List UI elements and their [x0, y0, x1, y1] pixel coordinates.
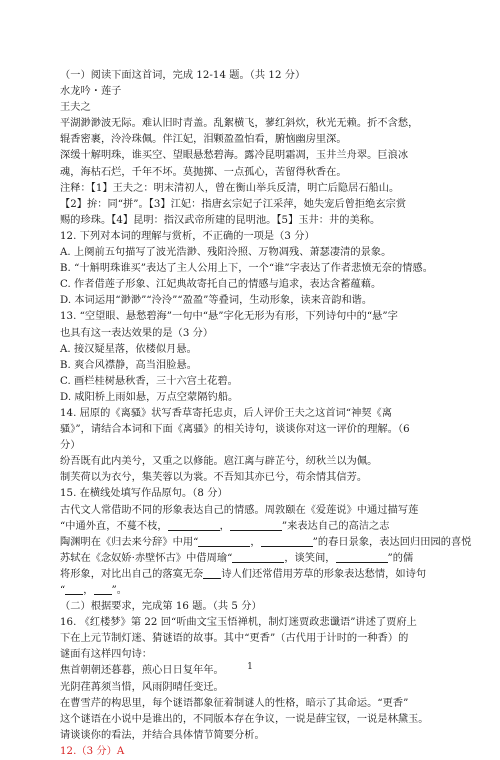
question-line: 在曹雪芹的构思里，每个谜语都象征着制谜人的性格，暗示了其命运。“更香”	[60, 697, 409, 709]
question-line: 谜面有这样四句诗：	[60, 649, 153, 661]
poem-line: 平湖渺渺波无际。难认旧时青盖。乱絮横飞，蓼红斜炊，秋光无赖。折不含愁，	[60, 118, 419, 130]
question-line: 也具有这一表达效果的是（3 分）	[60, 327, 214, 339]
fill-blank-line	[60, 567, 452, 583]
question-15: 15. 在横线处填写作品原句。（8 分）	[60, 488, 228, 500]
text-segment: 苏轼在《念奴娇·赤壁怀古》中借周瑜“	[60, 552, 233, 564]
poem-line: 深缓十解明珠，谁买空、望眼悬愁碧海。露冷昆明霜凋，玉井兰舟翠。巨浪冰	[60, 150, 409, 162]
section-heading: （一）阅读下面这首词，完成 12-14 题。（共 12 分）	[60, 70, 306, 81]
answer-blank[interactable]	[65, 583, 83, 595]
answer-blank[interactable]	[168, 519, 220, 531]
answer-blank[interactable]	[230, 519, 282, 531]
text-segment: ，谈笑间，	[284, 552, 336, 564]
option-line: D. 咸阳桥上雨如悬，万点空蒙隔钓船。	[60, 391, 239, 403]
question-13: 13. “空望眼、悬愁碧海”一句中“悬”字化无形为有形，下列诗句中的“悬”字	[60, 311, 398, 323]
text-segment: ，	[250, 536, 261, 548]
question-14: 14. 屈原的《离骚》状写香草寄托忠贞，后人评价王夫之这首词“神契《离	[60, 407, 393, 419]
annotation-line: 赐的珍珠。【4】昆明：指汉武帝所建的昆明池。【5】玉井：井的美称。	[60, 214, 381, 226]
option-line: C. 画栏桂树悬秋香，三十六宫土花碧。	[60, 375, 238, 387]
text-segment: “中通外直，不蔓不枝，	[60, 520, 168, 532]
question-line: 下在上元节制灯迷、猜谜语的故事。其中“更香”（古代用于计时的一种香）的	[60, 633, 409, 645]
text-segment: 陶渊明在《归去来兮辞》中用“	[60, 536, 199, 548]
section-heading: （二）根据要求，完成第 16 题。（共 5 分）	[60, 601, 262, 613]
option-line: D. 本词运用“渺渺”“泠泠”“盈盈”等叠词，生动形象，读来音韵和谐。	[60, 295, 373, 307]
text-segment: ”的春日景象，表达回归田园的喜悦	[312, 536, 472, 548]
option-line: A. 接汉疑星落，依楼似月悬。	[60, 343, 197, 355]
text-segment: ，	[219, 520, 230, 532]
option-line: B. “十斛明珠谁买”表达了主人公用上下，一个“谁”字表达了作者悲愤无奈的情感。	[60, 263, 433, 275]
question-line: 请谈谈你的看法，并结合具体情节简要分析。	[60, 729, 265, 741]
poem-line: 辊香密裹，泠泠珠佩。伴江妃，泪颗盈盈怕看，腑恼幽房里深。	[60, 134, 347, 146]
question-line: 分）	[60, 440, 81, 452]
quoted-verse: 制芙荷以为衣兮，集芙蓉以为裳。不吾知其亦已兮，苟余情其信芳。	[60, 472, 368, 484]
poem-author: 王夫之	[60, 102, 91, 114]
option-line: A. 上阕前五句描写了波光浩渺、残阳泠照、万物凋残、萧瑟凄清的景象。	[60, 247, 392, 259]
text-segment: ”的儒	[387, 552, 414, 564]
question-12: 12. 下列对本词的理解与赏析，不正确的一项是（3 分）	[60, 230, 315, 242]
answer-blank[interactable]	[261, 535, 313, 547]
question-line: 骚》”，请结合本词和下面《离骚》的相关诗句，谈谈你对这一评价的理解。（6	[60, 424, 410, 436]
fill-blank-line	[60, 535, 472, 551]
page-content	[60, 68, 472, 760]
text-segment: “	[60, 585, 66, 596]
poem-line: 魂，海枯石烂，千年不坏。莫抛掷、一点孤心，苦留得秋香在。	[60, 166, 347, 178]
answer-blank[interactable]	[232, 551, 284, 563]
annotation-line: 【2】拚：同“拼”。【3】江妃：指唐玄宗妃子江采萍，她失宠后曾拒绝玄宗赏	[60, 198, 407, 210]
riddle-line: 光阴荏苒须当惜，风雨阴晴任变迁。	[60, 681, 224, 693]
option-line: B. 爽合风襟静，高当泪脸悬。	[60, 359, 197, 371]
answer-blank[interactable]	[198, 535, 250, 547]
annotation-line: 注释：【1】王夫之：明末清初人，曾在衡山举兵反清，明亡后隐居石船山。	[60, 182, 400, 194]
answer-blank[interactable]	[203, 567, 221, 579]
text-segment: ”来表达自己的高洁之志	[281, 520, 390, 532]
question-16: 16. 《红楼梦》第 22 回“听曲文宝玉悟禅机，制灯迷贾政悲谶语”讲述了贾府上	[60, 617, 417, 629]
fill-blank-line	[60, 519, 452, 535]
text-segment: ，	[83, 585, 94, 596]
option-line: C. 作者借莲子形象、江妃典故寄托自己的情感与追求，表达含蓄蕴藉。	[60, 279, 382, 291]
text-segment: ”。	[111, 585, 128, 596]
text-segment: 诗人们还常借用芳草的形象表达愁情，如诗句	[221, 568, 427, 580]
question-line: 这个谜语在小说中是谁出的，不同版本存在争议，一说是薛宝钗，一说是林黛玉。	[60, 713, 429, 725]
answer-blank[interactable]	[94, 583, 112, 595]
quoted-verse: 纷吾既有此内美兮，又重之以修能。扈江离与辟芷兮，纫秋兰以为佩。	[60, 456, 378, 468]
answer-blank[interactable]	[336, 551, 388, 563]
poem-title: 水龙吟・莲子	[60, 86, 122, 98]
page-number: 1	[247, 662, 253, 672]
riddle-line: 焦首朝朝还暮暮，煎心日日复年年。	[60, 665, 224, 677]
answer-key: 12.（3 分）A	[60, 745, 125, 757]
fill-blank-line	[60, 583, 452, 599]
question-line: 古代文人常借助不同的形象表达自己的情感。周敦颐在《爱莲说》中通过描写莲	[60, 504, 419, 516]
fill-blank-line	[60, 551, 452, 567]
text-segment: 将形象，对比出自己的落寞无奈	[60, 568, 204, 580]
